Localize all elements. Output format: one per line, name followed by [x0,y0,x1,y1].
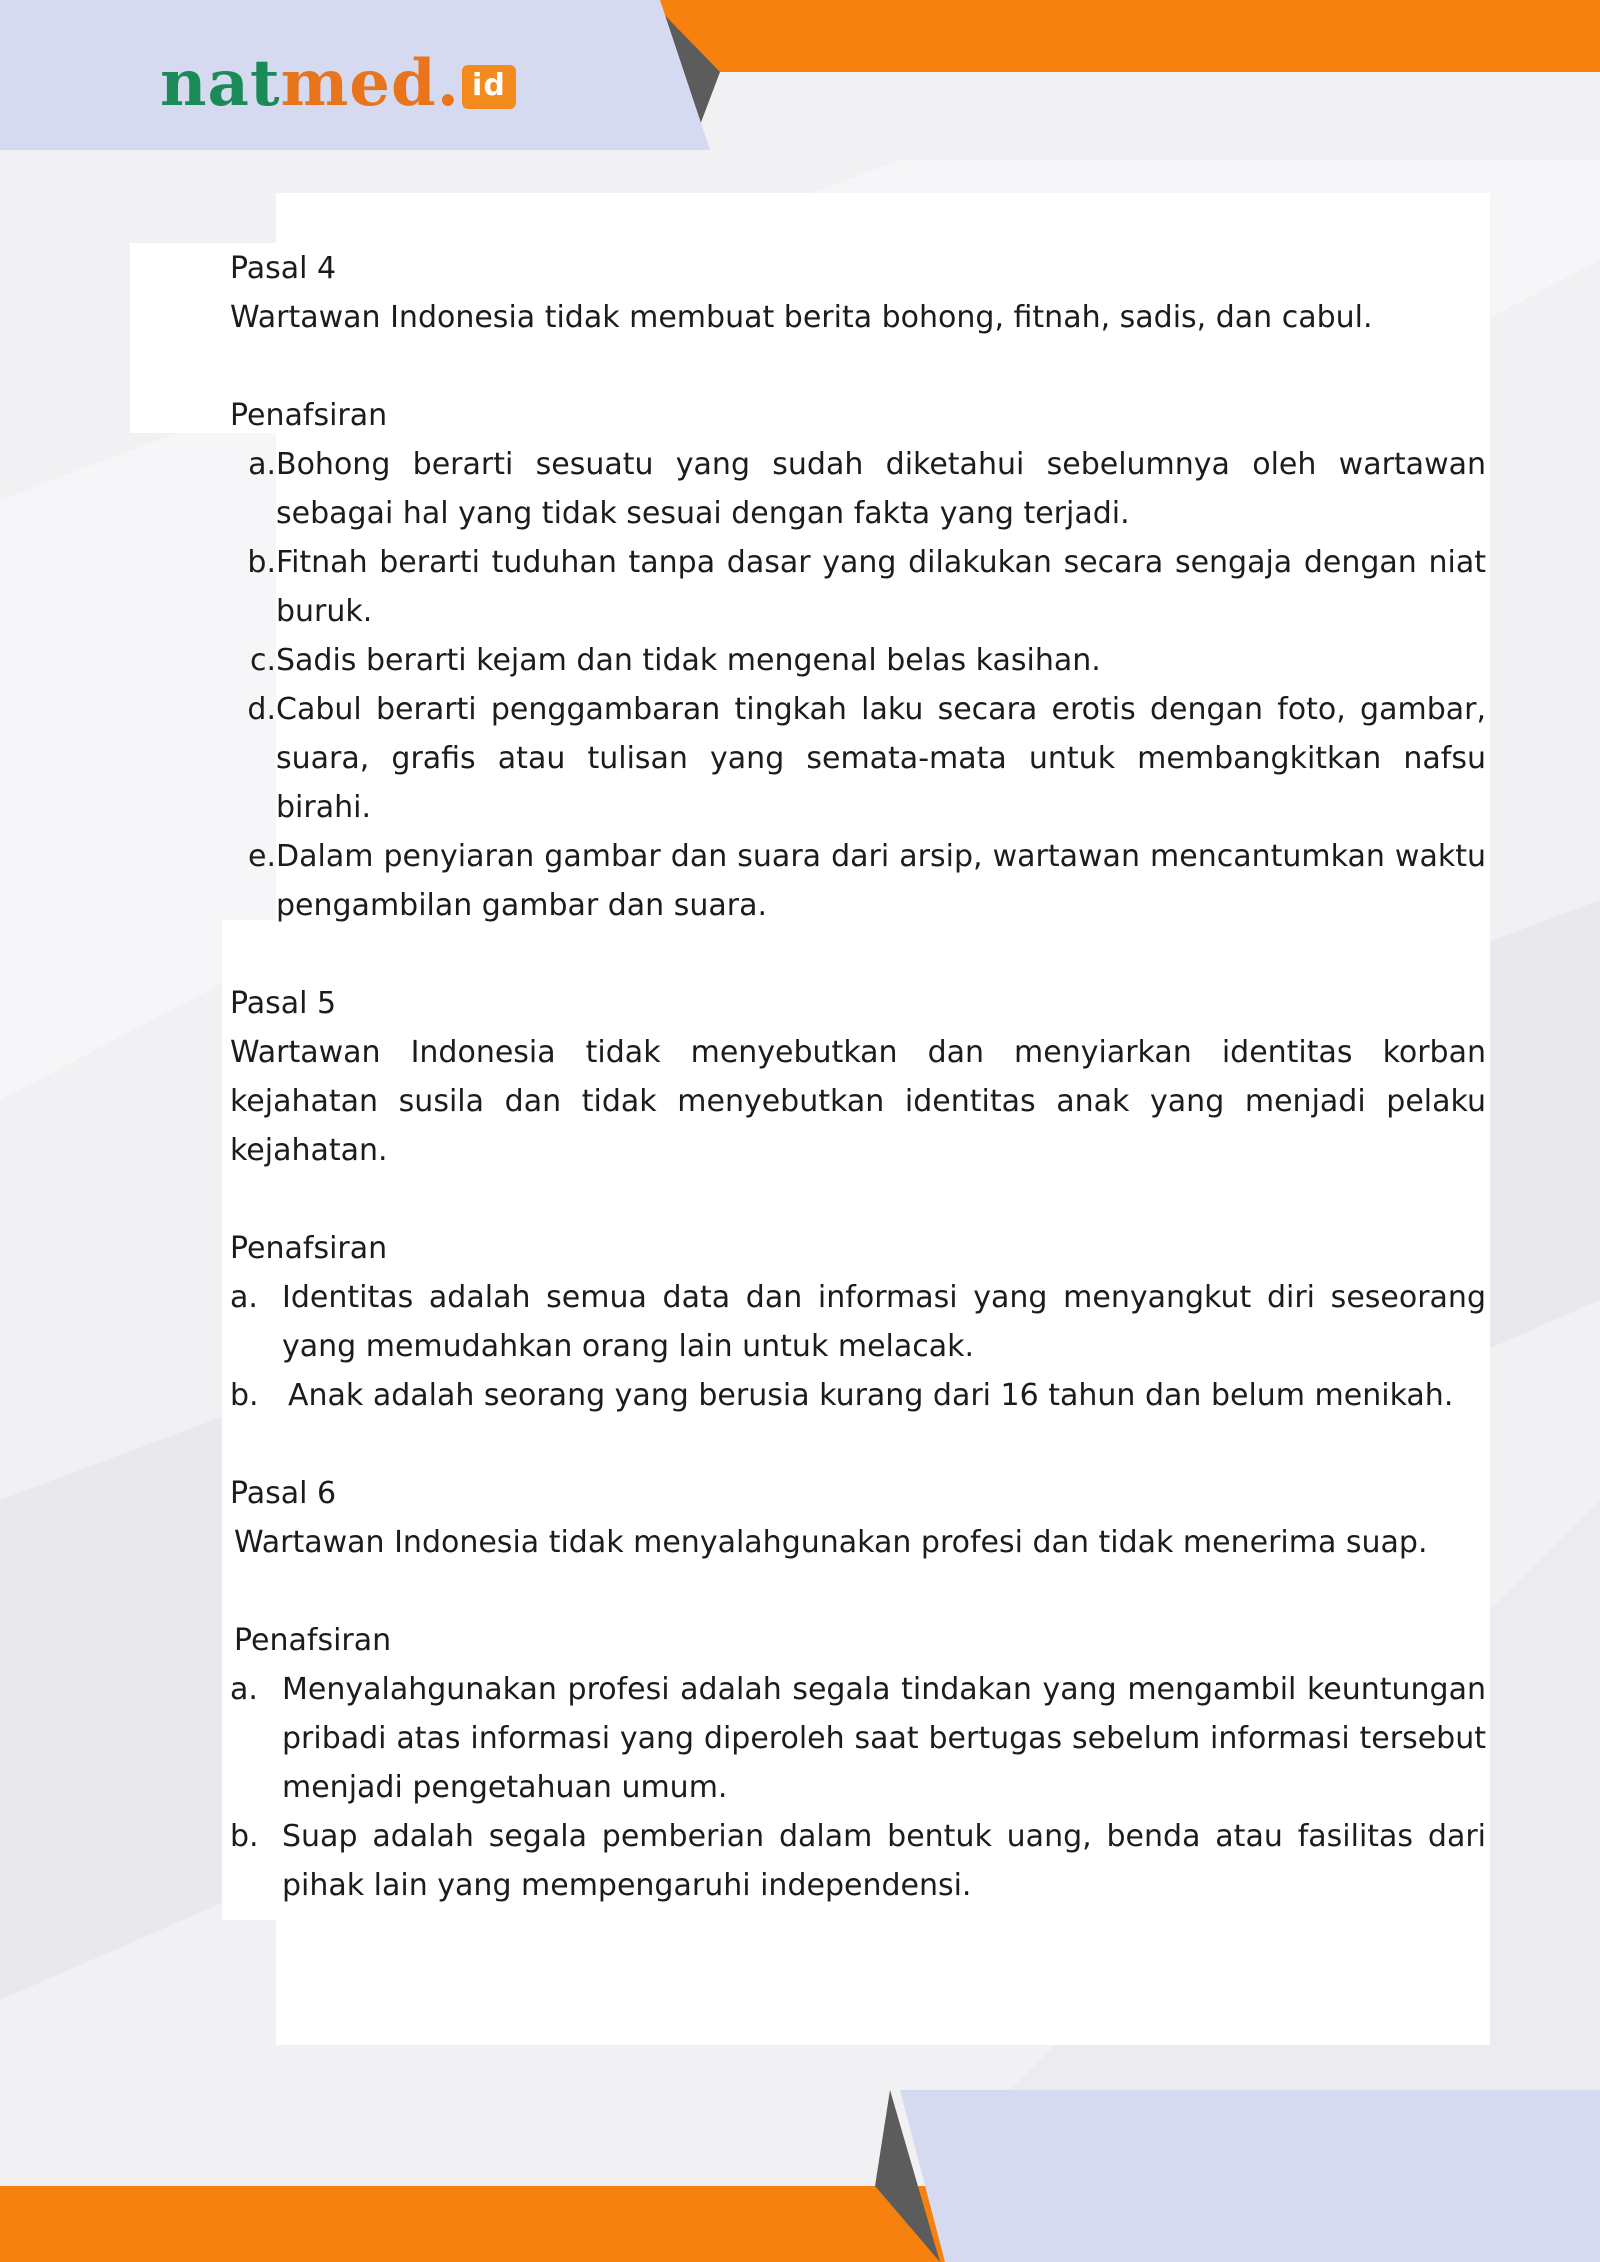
list-item-label: c. [249,643,276,678]
list-item-text: Dalam penyiaran gambar dan suara dari arsip, wartawan mencantumkan waktu pengambilan gambar dan suara. [276,839,1486,923]
section-pasal-5 [230,979,1486,1420]
section-statement: Wartawan Indonesia tidak membuat berita bohong, fitnah, sadis, dan cabul. [230,300,1373,335]
interpretation-heading: Penafsiran [234,1623,392,1658]
list-item [230,1273,1486,1371]
list-item-text: Menyalahgunakan profesi adalah segala tindakan yang mengambil keuntungan pribadi atas informasi yang diperoleh saat bertugas sebelum informasi tersebut menjadi pengetahuan umum. [282,1672,1486,1805]
list-item [230,832,1486,930]
list-item-text: Bohong berarti sesuatu yang sudah diketahui sebelumnya oleh wartawan sebagai hal yang tidak sesuai dengan fakta yang terjadi. [276,447,1486,531]
logo-text-med: med [280,46,437,121]
list-item-text: Fitnah berarti tuduhan tanpa dasar yang dilakukan secara sengaja dengan niat buruk. [276,545,1486,629]
interpretation-list [230,1273,1486,1420]
logo-dot: . [436,46,461,121]
section-title: Pasal 4 [230,251,337,286]
section-pasal-4 [230,244,1486,930]
interpretation-heading: Penafsiran [230,1231,388,1266]
section-title: Pasal 6 [230,1476,337,1511]
list-item-text: Suap adalah segala pemberian dalam bentuk uang, benda atau fasilitas dari pihak lain yang mempengaruhi independensi. [282,1819,1486,1903]
natmed-logo[interactable] [160,44,516,124]
list-item [230,636,1486,685]
section-pasal-6 [230,1469,1486,1910]
list-item-label: b. [230,1819,259,1854]
list-item-label: a. [230,1672,258,1707]
section-statement: Wartawan Indonesia tidak menyalahgunakan profesi dan tidak menerima suap. [234,1525,1428,1560]
interpretation-heading: Penafsiran [230,398,388,433]
list-item-label: d. [247,692,276,727]
logo-badge-id: id [462,65,516,109]
list-item [230,1812,1486,1910]
list-item [230,1371,1486,1420]
list-item [230,538,1486,636]
list-item-text: Anak adalah seorang yang berusia kurang dari 16 tahun dan belum menikah. [288,1378,1454,1413]
section-statement: Wartawan Indonesia tidak menyebutkan dan menyiarkan identitas korban kejahatan susila dan tidak menyebutkan identitas anak yang menjadi pelaku kejahatan. [230,1035,1486,1168]
list-item [230,685,1486,832]
section-title: Pasal 5 [230,986,337,1021]
list-item-text: Cabul berarti penggambaran tingkah laku secara erotis dengan foto, gambar, suara, grafis atau tulisan yang semata-mata untuk membangkitkan nafsu birahi. [276,692,1486,825]
list-item-text: Sadis berarti kejam dan tidak mengenal belas kasihan. [276,643,1101,678]
list-item [230,1665,1486,1812]
list-item-label: b. [247,545,276,580]
interpretation-list [230,1665,1486,1910]
logo-text-nat: nat [160,46,281,121]
footer-decoration [0,2090,1600,2262]
list-item-label: a. [230,1280,258,1315]
list-item-text: Identitas adalah semua data dan informasi yang menyangkut diri seseorang yang memudahkan orang lain untuk melacak. [282,1280,1486,1364]
list-item-label: a. [248,447,276,482]
list-item-label: b. [230,1378,259,1413]
interpretation-list [230,440,1486,930]
list-item-label: e. [248,839,276,874]
list-item [230,440,1486,538]
document-content [230,244,1486,1910]
